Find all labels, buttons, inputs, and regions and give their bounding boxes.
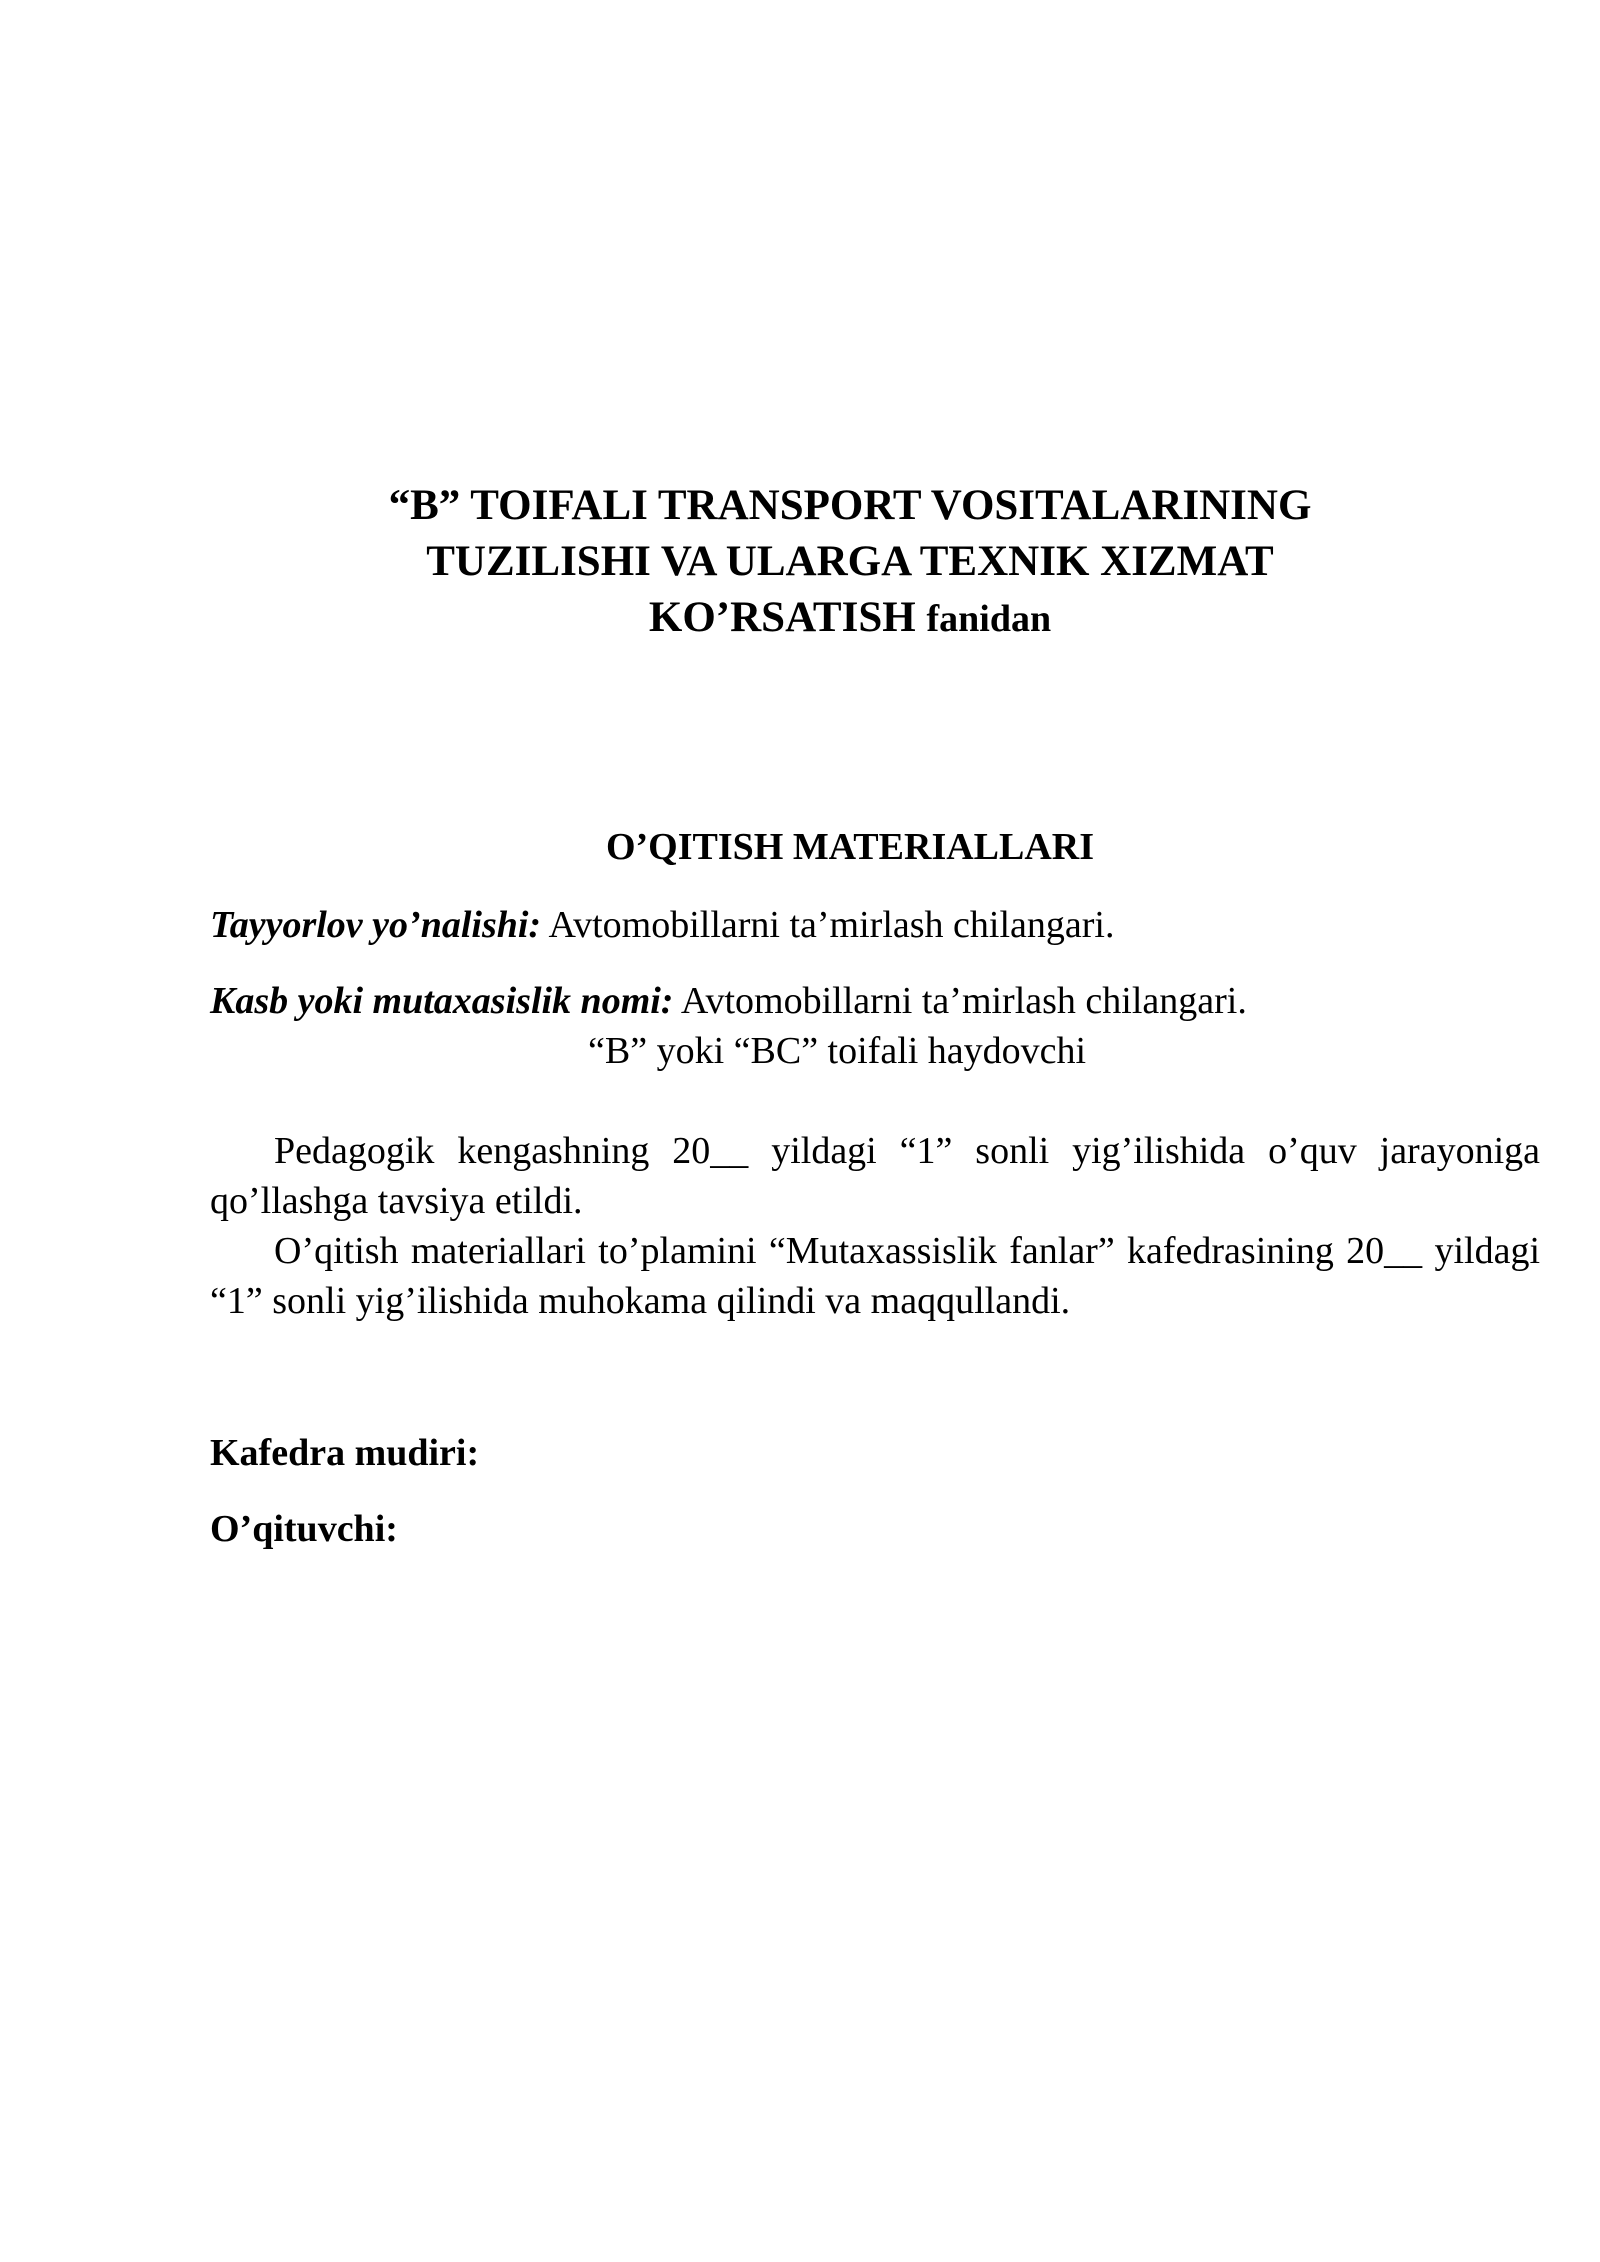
profession-value: Avtomobillarni ta’mirlash chilangari. — [680, 980, 1247, 1022]
direction-value: Avtomobillarni ta’mirlash chilangari. — [548, 904, 1115, 946]
profession-label: Kasb yoki mutaxasislik nomi: — [210, 980, 674, 1022]
profession-value-line-2: “B” yoki “BC” toifali haydovchi — [588, 1030, 1087, 1072]
approval-paragraph-1: Pedagogik kengashning 20__ yildagi “1” sonli yig’ilishida o’quv jarayoniga qo’llashga tavsiya etildi. — [210, 1130, 1540, 1222]
teacher-label: O’qituvchi: — [210, 1508, 398, 1550]
document-subtitle: O’QITISH MATERIALLARI — [605, 826, 1095, 868]
document-title — [300, 478, 1400, 647]
title-line-2: TUZILISHI VA ULARGA TEXNIK XIZMAT — [426, 538, 1274, 585]
title-line-3-suffix: fanidan — [926, 598, 1052, 640]
approval-paragraph-2: O’qitish materiallari to’plamini “Mutaxassislik fanlar” kafedrasining 20__ yildagi “1” sonli yig’ilishida muhokama qilindi va maqqullandi. — [210, 1230, 1540, 1322]
direction-field — [210, 900, 1510, 950]
title-line-1: “B” TOIFALI TRANSPORT VOSITALARINING — [388, 482, 1312, 529]
profession-field — [210, 976, 1510, 1026]
title-line-3-main: KO’RSATISH — [648, 594, 916, 641]
direction-label: Tayyorlov yo’nalishi: — [210, 904, 542, 946]
title-line-3 — [300, 590, 1400, 647]
head-of-department-label: Kafedra mudiri: — [210, 1432, 480, 1474]
